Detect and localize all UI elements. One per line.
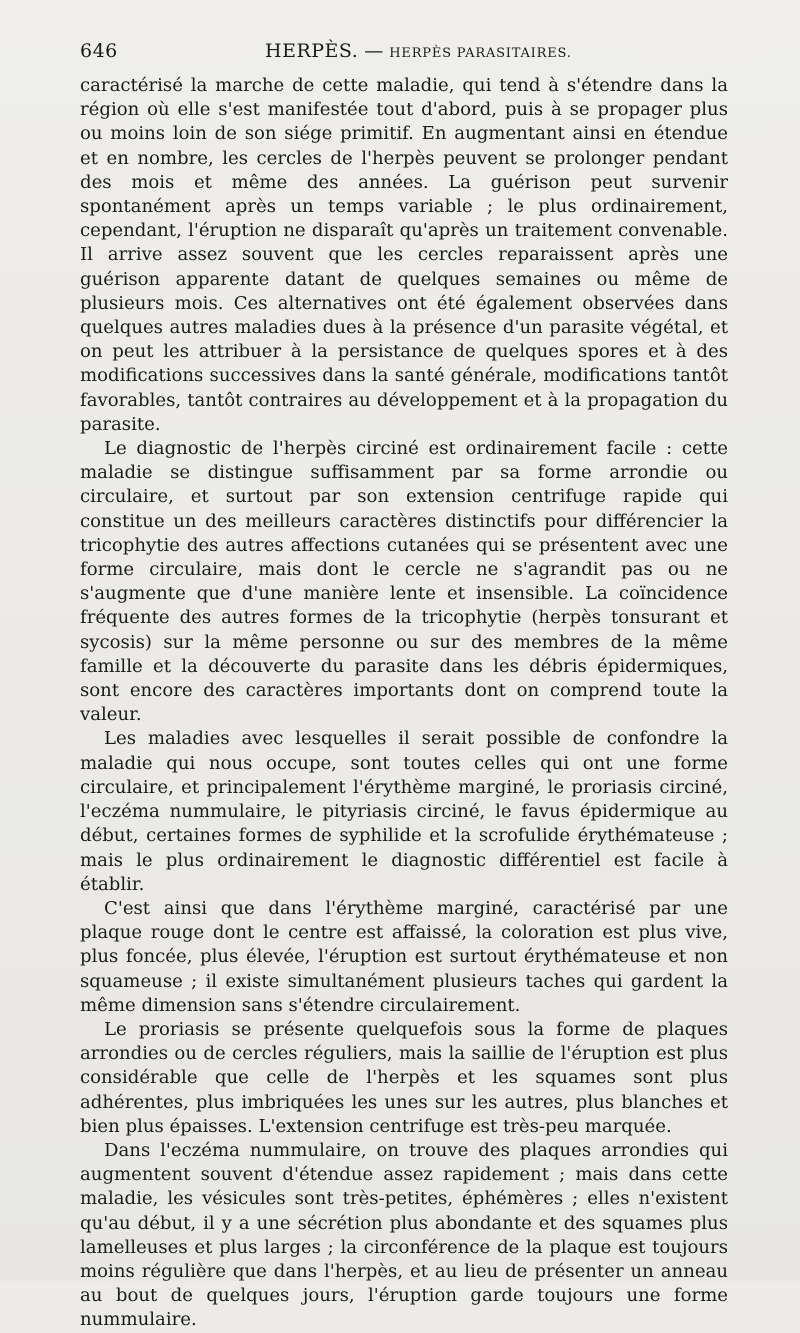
paragraph-continuation: caractérisé la marche de cette maladie, qui tend à s'étendre dans la région où elle s'est manifestée tout d'abord, puis à se propager plus ou moins loin de son siége primitif. En augmentant ainsi en étendue et en nombre, les cercles de l'herpès peuvent se prolonger pendant des mois et même des années. La guérison peut survenir spontanément après un temps variable ; le plus ordinairement, cependant, l'éruption ne disparaît qu'après un traitement convenable. Il arrive assez souvent que les cercles reparaissent après une guérison apparente datant de quelques semaines ou même de plusieurs mois. Ces alternatives ont été également observées dans quelques autres maladies dues à la présence d'un parasite végétal, et on peut les attribuer à la persistance de quelques spores et à des modifications successives dans la santé générale, modifications tantôt favorables, tantôt contraires au développement et à la propagation du parasite. bbox=[80, 75, 728, 435]
paragraph-diagnostic: Le diagnostic de l'herpès circiné est ordinairement facile : cette maladie se distingue suffisamment par sa forme arrondie ou circulaire, et surtout par son extension centrifuge rapide qui constitue un des meilleurs caractères distinctifs pour différencier la tricophytie des autres affections cutanées qui se présentent avec une forme circulaire, mais dont le cercle ne s'agrandit pas ou ne s'augmente que d'une manière lente et insensible. La coïncidence fréquente des autres formes de la tricophytie (herpès tonsurant et sycosis) sur la même personne ou sur des membres de la même famille et la découverte du parasite dans les débris épidermiques, sont encore des caractères importants dont on comprend toute la valeur. bbox=[80, 438, 728, 726]
paragraph-eczema: Dans l'eczéma nummulaire, on trouve des plaques arrondies qui augmentent souvent d'étendue assez rapidement ; mais dans cette maladie, les vésicules sont très-petites, éphémères ; elles n'existent qu'au début, il y a une sécrétion plus abondante et des squames plus lamelleuses et plus larges ; la circonférence de la plaque est toujours moins régulière que dans l'herpès, et au lieu de présenter un anneau au bout de quelques jours, l'éruption garde toujours une forme nummulaire. bbox=[80, 1139, 728, 1331]
paragraph-differential: Les maladies avec lesquelles il serait possible de confondre la maladie qui nous occupe, sont toutes celles qui ont une forme circulaire, et principalement l'érythème marginé, le proriasis circiné, l'eczéma nummulaire, le pityriasis circiné, le favus épidermique au début, certaines formes de syphilide et la scrofulide érythémateuse ; mais le plus ordinairement le diagnostic différentiel est facile à établir. bbox=[80, 728, 728, 895]
running-head bbox=[265, 40, 572, 62]
page-header bbox=[80, 40, 728, 70]
running-head-subtitle: HERPÈS PARASITAIRES. bbox=[389, 46, 572, 61]
running-head-separator: — bbox=[364, 40, 384, 62]
page-body bbox=[80, 74, 728, 1333]
paragraph-erytheme: C'est ainsi que dans l'érythème marginé, caractérisé par une plaque rouge dont le centre est affaissé, la coloration est plus vive, plus foncée, plus élevée, l'éruption est surtout érythémateuse et non squameuse ; il existe simultanément plusieurs taches qui gardent la même dimension sans s'étendre circulairement. bbox=[80, 897, 728, 1016]
page-number: 646 bbox=[80, 40, 118, 62]
running-head-title: HERPÈS. bbox=[265, 40, 359, 62]
paragraph-proriasis: Le proriasis se présente quelquefois sous la forme de plaques arrondies ou de cercles réguliers, mais la saillie de l'éruption est plus considérable que celle de l'herpès et les squames sont plus adhérentes, plus imbriquées les unes sur les autres, plus blanches et bien plus épaisses. L'extension centrifuge est très-peu marquée. bbox=[80, 1018, 728, 1137]
